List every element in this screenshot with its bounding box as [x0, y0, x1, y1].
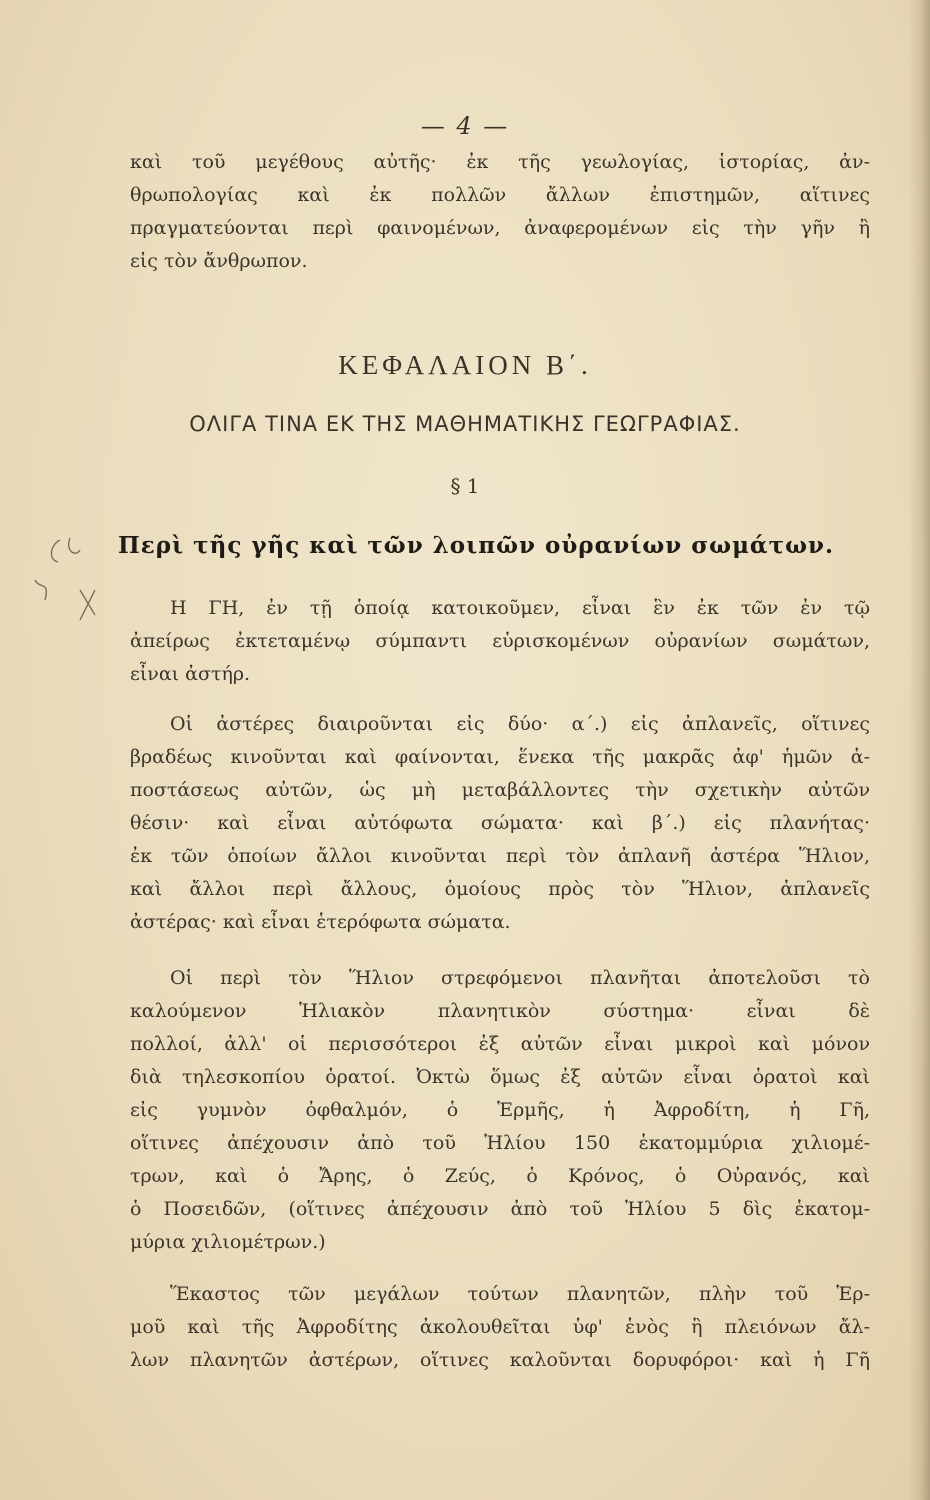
handwritten-margin-note: [20, 520, 100, 630]
text-line: Οἱ ἀστέρες διαιροῦνται εἰς δύο· α΄.) εἰς ἀπλανεῖς, οἵτινες: [170, 713, 870, 735]
page-edge-shadow: [908, 0, 930, 1500]
text-line: Ἕκαστος τῶν μεγάλων τούτων πλανητῶν, πλὴν τοῦ Ἑρ-: [170, 1283, 870, 1305]
text-line: θρωπολογίας καὶ ἐκ πολλῶν ἄλλων ἐπιστημῶν, αἵτινες: [130, 184, 870, 206]
text-line: πολλοί, ἀλλ' οἱ περισσότεροι ἐξ αὐτῶν εἶναι μικροὶ καὶ μόνον: [130, 1033, 870, 1055]
text-line: καὶ τοῦ μεγέθους αὐτῆς· ἐκ τῆς γεωλογίας, ἱστορίας, ἀν-: [130, 151, 870, 173]
text-line: οἵτινες ἀπέχουσιν ἀπὸ τοῦ Ἡλίου 150 ἑκατομμύρια χιλιομέ-: [130, 1132, 870, 1154]
paragraph-satellites: [130, 1278, 870, 1377]
text-line: μοῦ καὶ τῆς Ἀφροδίτης ἀκολουθεῖται ὑφ' ἑνὸς ἢ πλειόνων ἄλ-: [130, 1316, 870, 1338]
text-line: διὰ τηλεσκοπίου ὁρατοί. Ὀκτὼ ὅμως ἐξ αὐτῶν εἶναι ὁρατοὶ καὶ: [130, 1066, 870, 1088]
text-line: εἶναι ἀστήρ.: [130, 663, 251, 685]
paragraph-stars: [130, 708, 870, 939]
text-line: θέσιν· καὶ εἶναι αὐτόφωτα σώματα· καὶ β΄.) εἰς πλανήτας·: [130, 812, 870, 834]
text-line: Η ΓΗ, ἐν τῇ ὁποίᾳ κατοικοῦμεν, εἶναι ἓν ἐκ τῶν ἐν τῷ: [170, 597, 870, 619]
text-line: πραγματεύονται περὶ φαινομένων, ἀναφερομένων εἰς τὴν γῆν ἢ: [130, 217, 870, 239]
text-line: ποστάσεως αὐτῶν, ὡς μὴ μεταβάλλοντες τὴν σχετικὴν αὐτῶν: [130, 779, 870, 801]
text-line: ἀστέρας· καὶ εἶναι ἑτερόφωτα σώματα.: [130, 911, 511, 933]
text-line: εἰς τὸν ἄνθρωπον.: [130, 250, 308, 272]
section-mark: § 1: [450, 474, 480, 498]
text-line: ὁ Ποσειδῶν, (οἵτινες ἀπέχουσιν ἀπὸ τοῦ Ἡλίου 5 δὶς ἑκατομ-: [130, 1198, 870, 1220]
intro-paragraph: [130, 146, 870, 278]
text-line: μύρια χιλιομέτρων.): [130, 1231, 326, 1253]
text-line: καὶ ἄλλοι περὶ ἄλλους, ὁμοίους πρὸς τὸν Ἥλιον, ἀπλανεῖς: [130, 878, 870, 900]
paragraph-earth: [130, 592, 870, 691]
text-line: Οἱ περὶ τὸν Ἥλιον στρεφόμενοι πλανῆται ἀποτελοῦσι τὸ: [170, 967, 870, 989]
page-number: — 4 —: [420, 112, 510, 140]
text-line: καλούμενον Ἡλιακὸν πλανητικὸν σύστημα· εἶναι δὲ: [130, 1000, 870, 1022]
paragraph-solar-system: [130, 962, 870, 1259]
text-line: εἰς γυμνὸν ὀφθαλμόν, ὁ Ἑρμῆς, ἡ Ἀφροδίτη, ἡ Γῆ,: [130, 1099, 870, 1121]
text-line: ἀπείρως ἐκτεταμένῳ σύμπαντι εὑρισκομένων οὐρανίων σωμάτων,: [130, 630, 870, 652]
text-line: βραδέως κινοῦνται καὶ φαίνονται, ἕνεκα τῆς μακρᾶς ἀφ' ἡμῶν ἀ-: [130, 746, 870, 768]
text-line: ἐκ τῶν ὁποίων ἄλλοι κινοῦνται περὶ τὸν ἀπλανῆ ἀστέρα Ἥλιον,: [130, 845, 870, 867]
text-line: λων πλανητῶν ἀστέρων, οἵτινες καλοῦνται δορυφόροι· καὶ ἡ Γῆ: [130, 1349, 870, 1371]
section-title: Περὶ τῆς γῆς καὶ τῶν λοιπῶν οὐρανίων σωμάτων.: [118, 532, 834, 559]
chapter-subtitle: ΟΛΙΓΑ ΤΙΝΑ ΕΚ ΤΗΣ ΜΑΘΗΜΑΤΙΚΗΣ ΓΕΩΓΡΑΦΙΑΣ.: [189, 412, 741, 436]
chapter-heading: ΚΕΦΑΛΑΙΟΝ Β΄.: [338, 350, 592, 380]
text-line: τρων, καὶ ὁ Ἄρης, ὁ Ζεύς, ὁ Κρόνος, ὁ Οὐρανός, καὶ: [130, 1165, 870, 1187]
